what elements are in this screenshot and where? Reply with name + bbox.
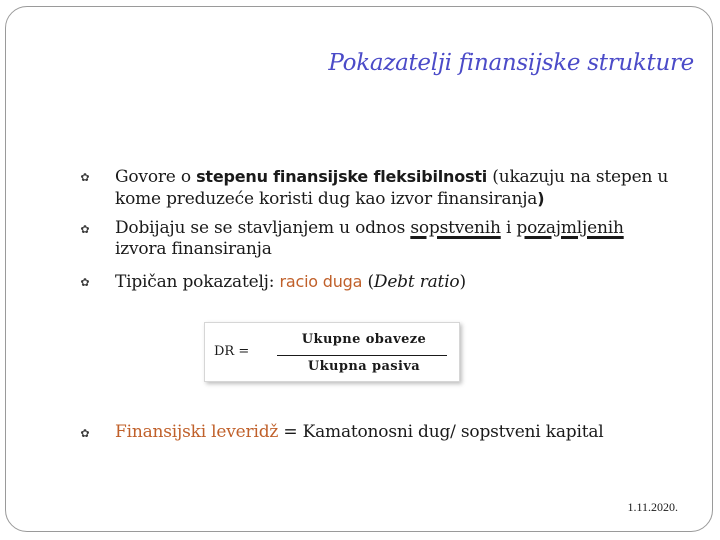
- bullet-3-text: Tipičan pokazatelj: racio duga (Debt ratio): [115, 272, 466, 292]
- bullet-1-line-1: Govore o stepenu finansijske fleksibilnosti (ukazuju na stepen u: [115, 167, 669, 187]
- formula-numerator: Ukupne obaveze: [301, 332, 427, 347]
- bullet-glyph-icon: ✿: [80, 171, 90, 184]
- bullet-1-line-2: kome preduzeće koristi dug kao izvor finansiranja): [115, 189, 545, 209]
- keyword-borrowed-sources: pozajmljenih: [516, 218, 624, 238]
- bullet-glyph-icon: ✿: [80, 427, 90, 440]
- formula-denominator: Ukupna pasiva: [307, 359, 421, 374]
- bullet-2-text: [115, 218, 705, 260]
- bullet-1-text: [115, 166, 705, 210]
- slide-date: 1.11.2020.: [627, 500, 678, 514]
- bullet-glyph-icon: ✿: [80, 223, 90, 236]
- formula-box: [204, 322, 460, 382]
- keyword-flexibility: stepenu finansijske fleksibilnosti: [196, 167, 488, 186]
- keyword-own-sources: sopstvenih: [410, 218, 501, 238]
- keyword-leverage: Finansijski leveridž: [115, 422, 279, 442]
- formula-label: DR =: [214, 344, 250, 359]
- bullet-2-line-1: Dobijaju se se stavljanjem u odnos sopstvenih i pozajmljenih: [115, 218, 624, 238]
- bullet-4-text: Finansijski leveridž = Kamatonosni dug/ sopstveni kapital: [115, 422, 604, 442]
- bullet-2-line-2: izvora finansiranja: [115, 239, 272, 259]
- fraction-line: [277, 355, 447, 356]
- keyword-debt-ratio: racio duga: [279, 272, 363, 291]
- bullet-glyph-icon: ✿: [80, 276, 90, 289]
- slide-title: Pokazatelji finansijske strukture: [328, 50, 694, 76]
- slide-frame: [5, 6, 713, 532]
